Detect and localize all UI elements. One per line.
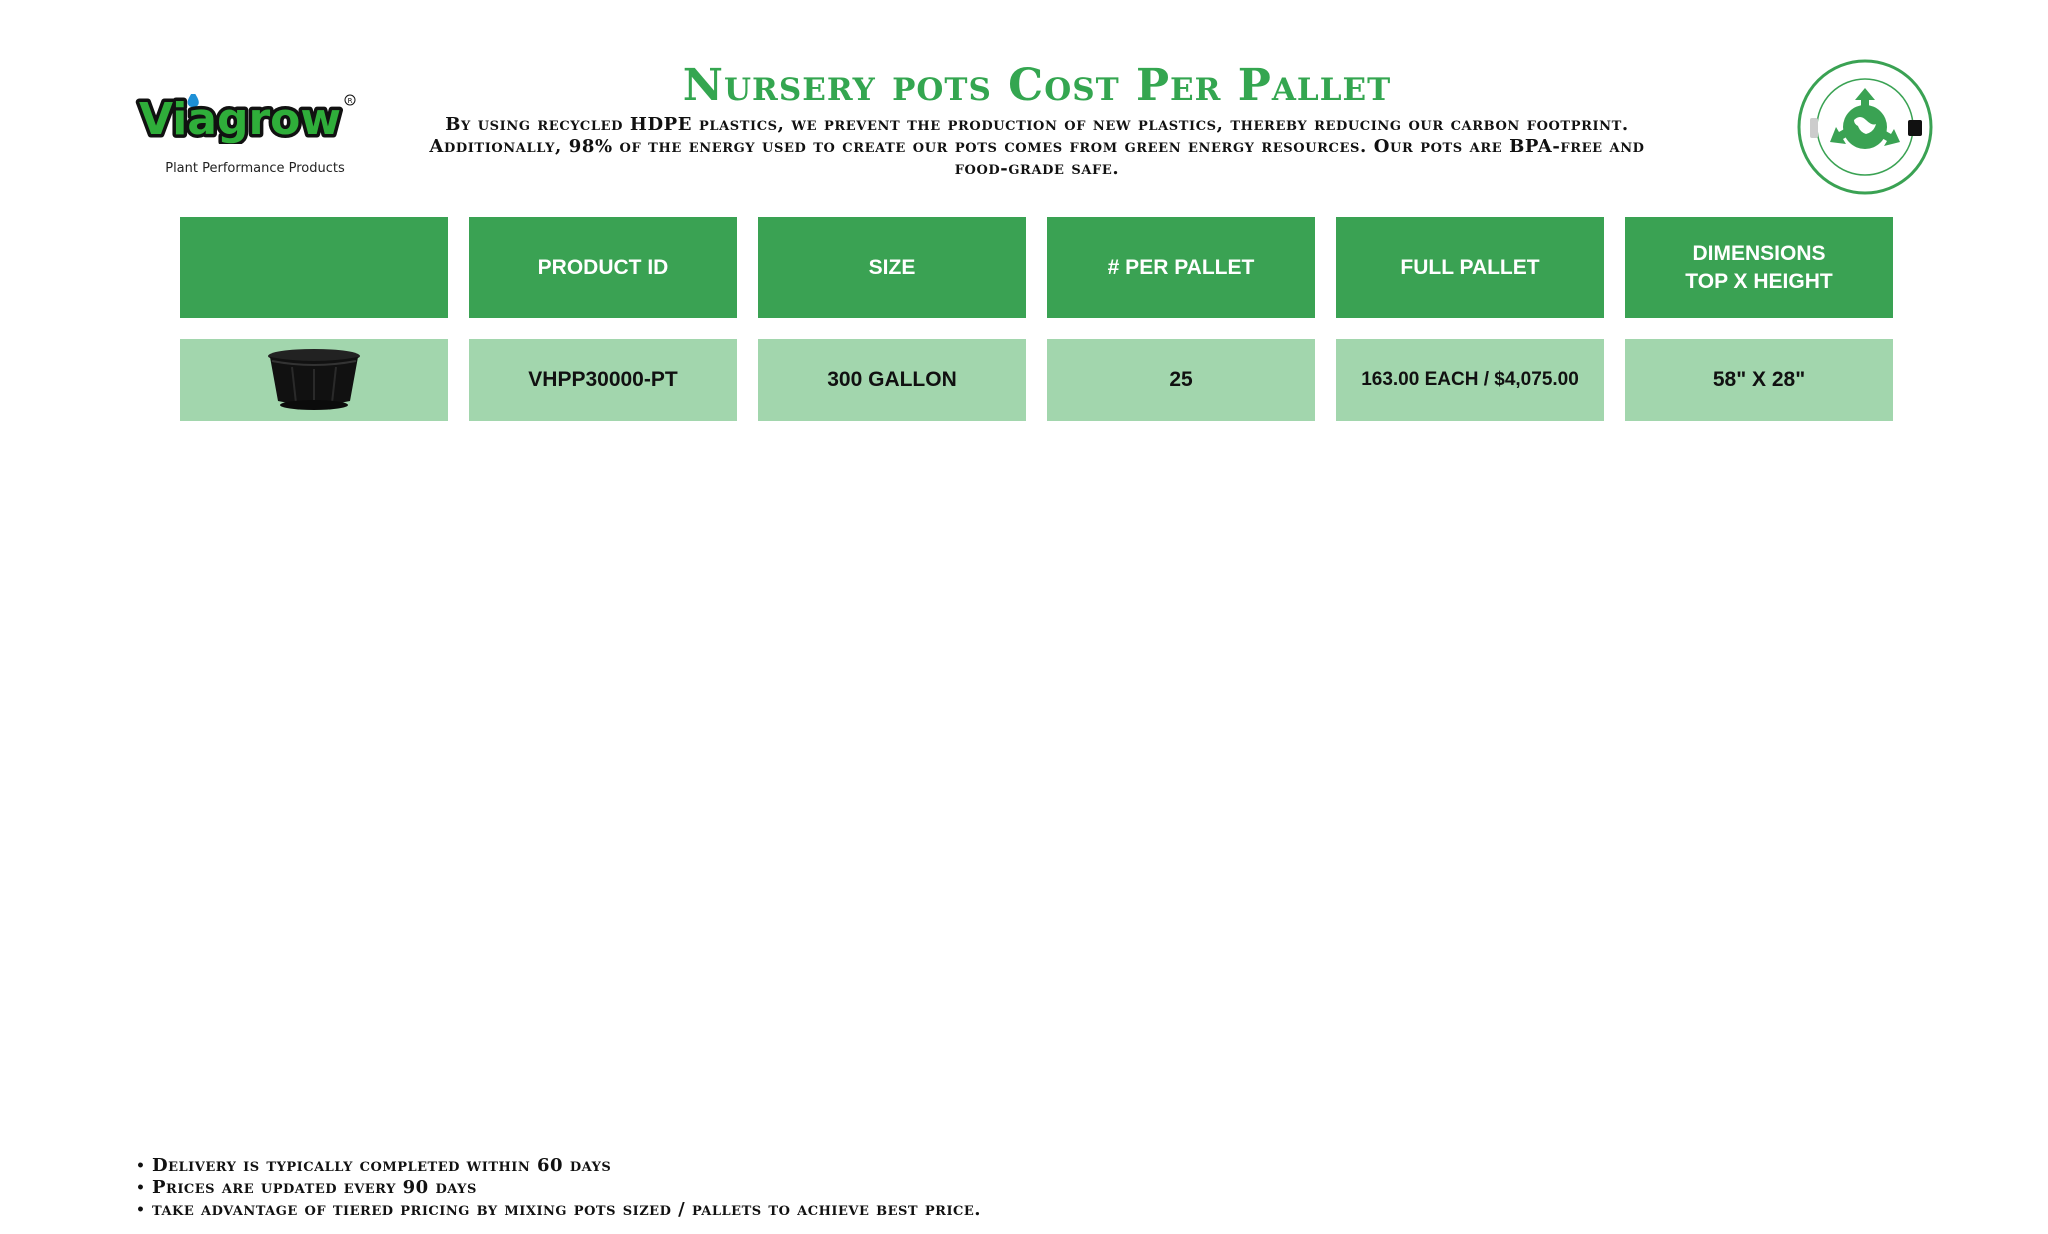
viagrow-logo xyxy=(124,82,364,182)
header-dimensions-line2: TOP X HEIGHT xyxy=(1685,269,1833,293)
header-dimensions-line1: DIMENSIONS xyxy=(1692,241,1826,265)
cell-per-pallet: 25 xyxy=(1047,339,1315,421)
product-image-cell xyxy=(180,339,448,421)
note-prices: • Prices are updated every 90 days xyxy=(136,1177,981,1199)
page-title: Nursery pots Cost Per Pallet xyxy=(682,60,1392,111)
cell-full-pallet: 163.00 EACH / $4,075.00 xyxy=(1336,339,1604,421)
cell-dimensions: 58" X 28" xyxy=(1625,339,1893,421)
note-delivery: • Delivery is typically completed within 60 days xyxy=(136,1155,981,1177)
page-subtitle: By using recycled HDPE plastics, we prevent the production of new plastics, thereby reducing our carbon footprint. Additionally, 98% of the energy used to create our pots comes from green energy resources. Our pots are BPA-free and food-grade safe. xyxy=(429,114,1645,179)
header-cell-dimensions xyxy=(1625,217,1893,318)
nursery-pot-icon xyxy=(266,347,362,413)
header-cell-product-id: PRODUCT ID xyxy=(469,217,737,318)
header-cell-per-pallet: # PER PALLET xyxy=(1047,217,1315,318)
header-cell-full-pallet: FULL PALLET xyxy=(1336,217,1604,318)
recycled-seal-icon xyxy=(1796,58,1934,196)
logo-tagline: Plant Performance Products xyxy=(165,161,345,176)
cell-product-id: VHPP30000-PT xyxy=(469,339,737,421)
header-cell-size: SIZE xyxy=(758,217,1026,318)
svg-text:Viagrow: Viagrow xyxy=(138,94,342,144)
header-cell-image xyxy=(180,217,448,318)
svg-text:R: R xyxy=(347,97,353,105)
note-tiered-pricing: • take advantage of tiered pricing by mixing pots sized / pallets to achieve best price. xyxy=(136,1199,981,1221)
viagrow-wordmark xyxy=(124,94,356,144)
cell-size: 300 GALLON xyxy=(758,339,1026,421)
notes-list xyxy=(136,1155,981,1221)
